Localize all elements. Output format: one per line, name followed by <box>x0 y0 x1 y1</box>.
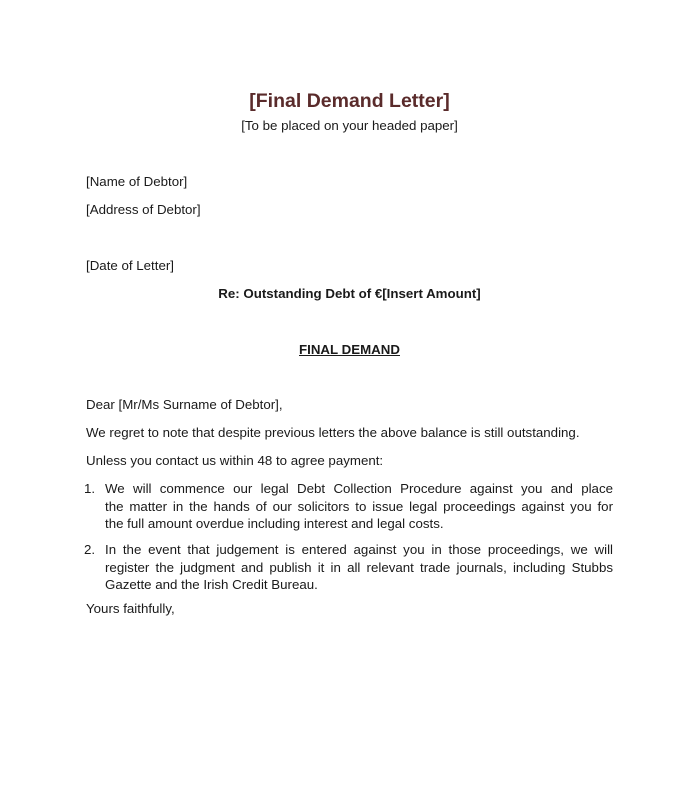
letter-subtitle: [To be placed on your headed paper] <box>241 118 458 133</box>
item-line: register the judgment and publish it in all relevant trade journals, including Stubbs <box>105 559 613 575</box>
debtor-name: [Name of Debtor] <box>86 174 188 189</box>
item-line: the matter in the hands of our solicitors to issue legal proceedings against you for <box>105 498 613 514</box>
demand-item-1 <box>86 480 613 533</box>
debtor-address: [Address of Debtor] <box>86 202 201 217</box>
closing: Yours faithfully, <box>86 601 175 616</box>
final-demand-heading: FINAL DEMAND <box>299 342 400 357</box>
demand-item-2 <box>86 541 613 594</box>
item-line: Gazette and the Irish Credit Bureau. <box>105 577 318 592</box>
item-line: In the event that judgement is entered against you in those proceedings, we will <box>105 542 613 557</box>
item-number: 1. <box>84 481 96 496</box>
reference-line: Re: Outstanding Debt of €[Insert Amount] <box>218 286 481 301</box>
letter-title: [Final Demand Letter] <box>249 90 450 112</box>
paragraph-2: Unless you contact us within 48 to agree payment: <box>86 453 384 468</box>
letter-date: [Date of Letter] <box>86 258 174 273</box>
salutation: Dear [Mr/Ms Surname of Debtor], <box>86 397 283 412</box>
item-line: We will commence our legal Debt Collection Procedure against you and place <box>105 481 613 496</box>
item-number: 2. <box>84 542 96 557</box>
item-line: the full amount overdue including interest and legal costs. <box>105 516 444 531</box>
paragraph-1: We regret to note that despite previous letters the above balance is still outstanding. <box>86 425 580 440</box>
